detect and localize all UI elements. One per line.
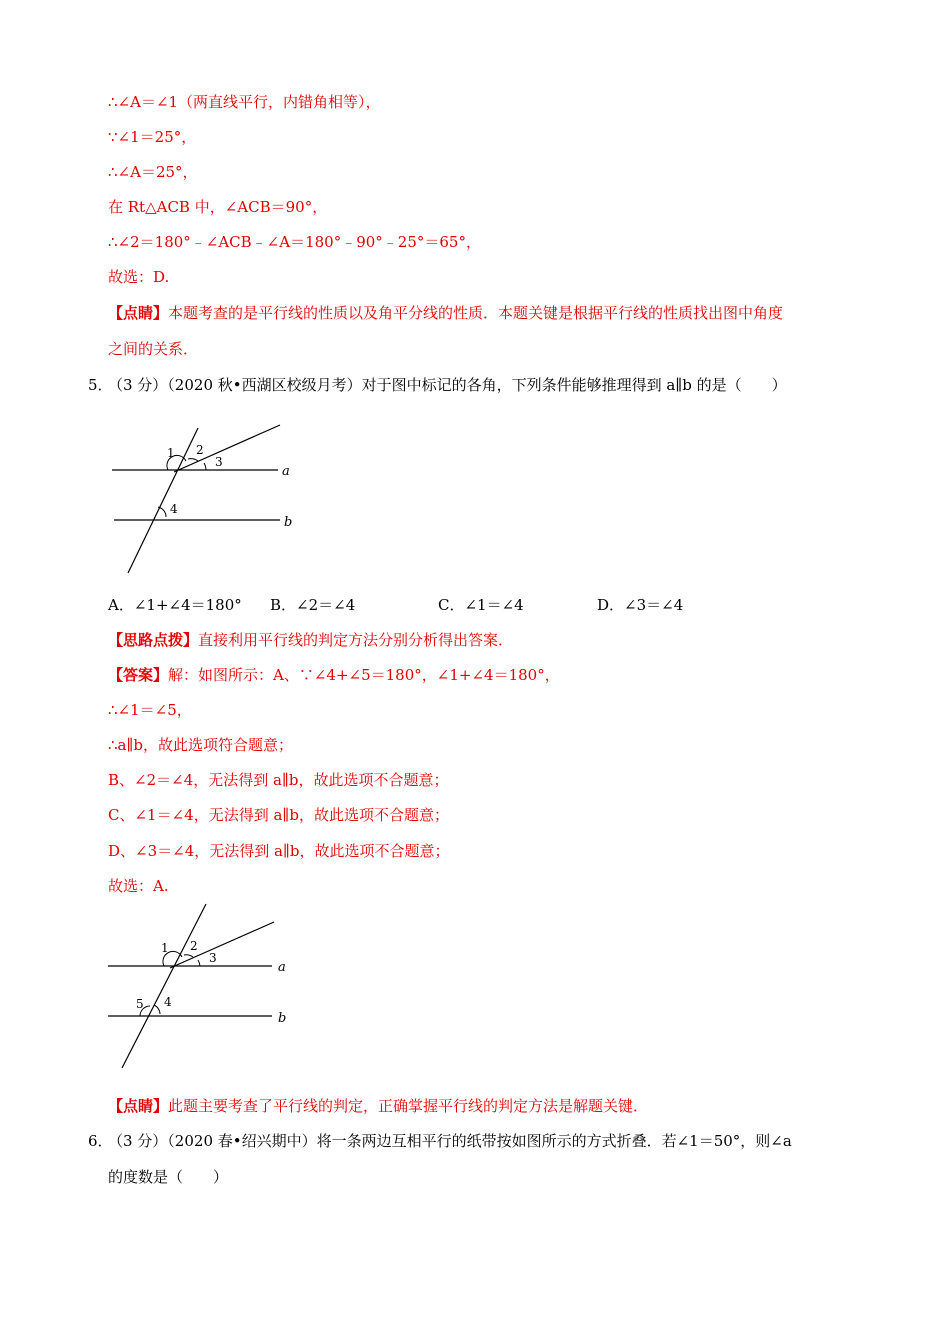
- solution-line: ∵∠1＝25°，: [108, 128, 197, 146]
- answer-text: 解：如图所示：A、∵∠4+∠5＝180°，∠1+∠4＝180°，: [168, 666, 560, 684]
- line-label-b: b: [278, 1011, 287, 1026]
- line-label-a: a: [278, 960, 286, 975]
- tip-line: [108, 1095, 648, 1116]
- option-a[interactable]: A．∠1+∠4＝180°: [108, 596, 242, 614]
- tip-line-cont: 之间的关系．: [108, 340, 199, 358]
- angle-label-3: 3: [215, 455, 223, 469]
- solution-line: ∴a∥b，故此选项符合题意；: [108, 736, 294, 754]
- tip-text: 本题考查的是平行线的性质以及角平分线的性质．本题关键是根据平行线的性质找出图中角度: [168, 304, 784, 322]
- hint-line: [108, 629, 513, 650]
- options-row: [108, 594, 683, 615]
- solution-line: D、∠3＝∠4，无法得到 a∥b，故此选项不合题意；: [108, 842, 450, 860]
- angle-label-4: 4: [170, 502, 178, 516]
- tip-line: [108, 302, 783, 323]
- option-c[interactable]: C．∠1＝∠4: [438, 596, 524, 614]
- solution-line: ∴∠A＝25°，: [108, 163, 198, 181]
- hint-text: 直接利用平行线的判定方法分别分析得出答案．: [198, 631, 514, 649]
- solution-line: C、∠1＝∠4，无法得到 a∥b，故此选项不合题意；: [108, 806, 449, 824]
- solution-line: ∴∠1＝∠5，: [108, 701, 192, 719]
- solution-line: ∴∠2＝180°﹣∠ACB﹣∠A＝180°﹣90°﹣25°＝65°，: [108, 233, 481, 251]
- angle-label-2: 2: [196, 443, 204, 457]
- solution-line: 在 Rt△ACB 中，∠ACB＝90°，: [108, 198, 328, 216]
- angle-label-4: 4: [164, 995, 172, 1009]
- solution-line: B、∠2＝∠4，无法得到 a∥b，故此选项不合题意；: [108, 771, 449, 789]
- question-stem: （3 分）（2020 秋•西湖区校级月考）对于图中标记的各角，下列条件能够推理得到 a∥b 的是（ ）: [108, 376, 787, 394]
- angle-label-1: 1: [161, 941, 169, 955]
- option-d[interactable]: D．∠3＝∠4: [597, 596, 684, 614]
- parallel-lines-figure-2: [104, 900, 304, 1075]
- angle-label-5: 5: [136, 997, 144, 1011]
- line-label-a: a: [282, 464, 290, 479]
- tip-tag: 【点睛】: [108, 1097, 169, 1115]
- question-number: 5．: [88, 376, 113, 394]
- question-stem-cont: 的度数是（ ）: [108, 1168, 229, 1186]
- question-number: 6．: [88, 1132, 113, 1150]
- solution-line: ∴∠A＝∠1（两直线平行，内错角相等），: [108, 93, 381, 111]
- angle-label-2: 2: [190, 939, 198, 953]
- tip-tag: 【点睛】: [108, 304, 169, 322]
- solution-line: 故选：D.: [108, 268, 170, 286]
- angle-label-3: 3: [209, 951, 217, 965]
- angle-label-1: 1: [167, 446, 175, 460]
- answer-tag: 【答案】: [108, 666, 169, 684]
- hint-tag: 【思路点拨】: [108, 631, 199, 649]
- parallel-lines-figure-1: [108, 405, 308, 580]
- question-stem: （3 分）（2020 春•绍兴期中）将一条两边互相平行的纸带按如图所示的方式折叠．若∠1＝50°，则∠a: [108, 1132, 792, 1150]
- answer-line: [108, 664, 560, 685]
- tip-text: 此题主要考查了平行线的判定，正确掌握平行线的判定方法是解题关键．: [168, 1097, 649, 1115]
- line-label-b: b: [284, 515, 293, 530]
- solution-line: 故选：A.: [108, 877, 169, 895]
- option-b[interactable]: B．∠2＝∠4: [270, 596, 356, 614]
